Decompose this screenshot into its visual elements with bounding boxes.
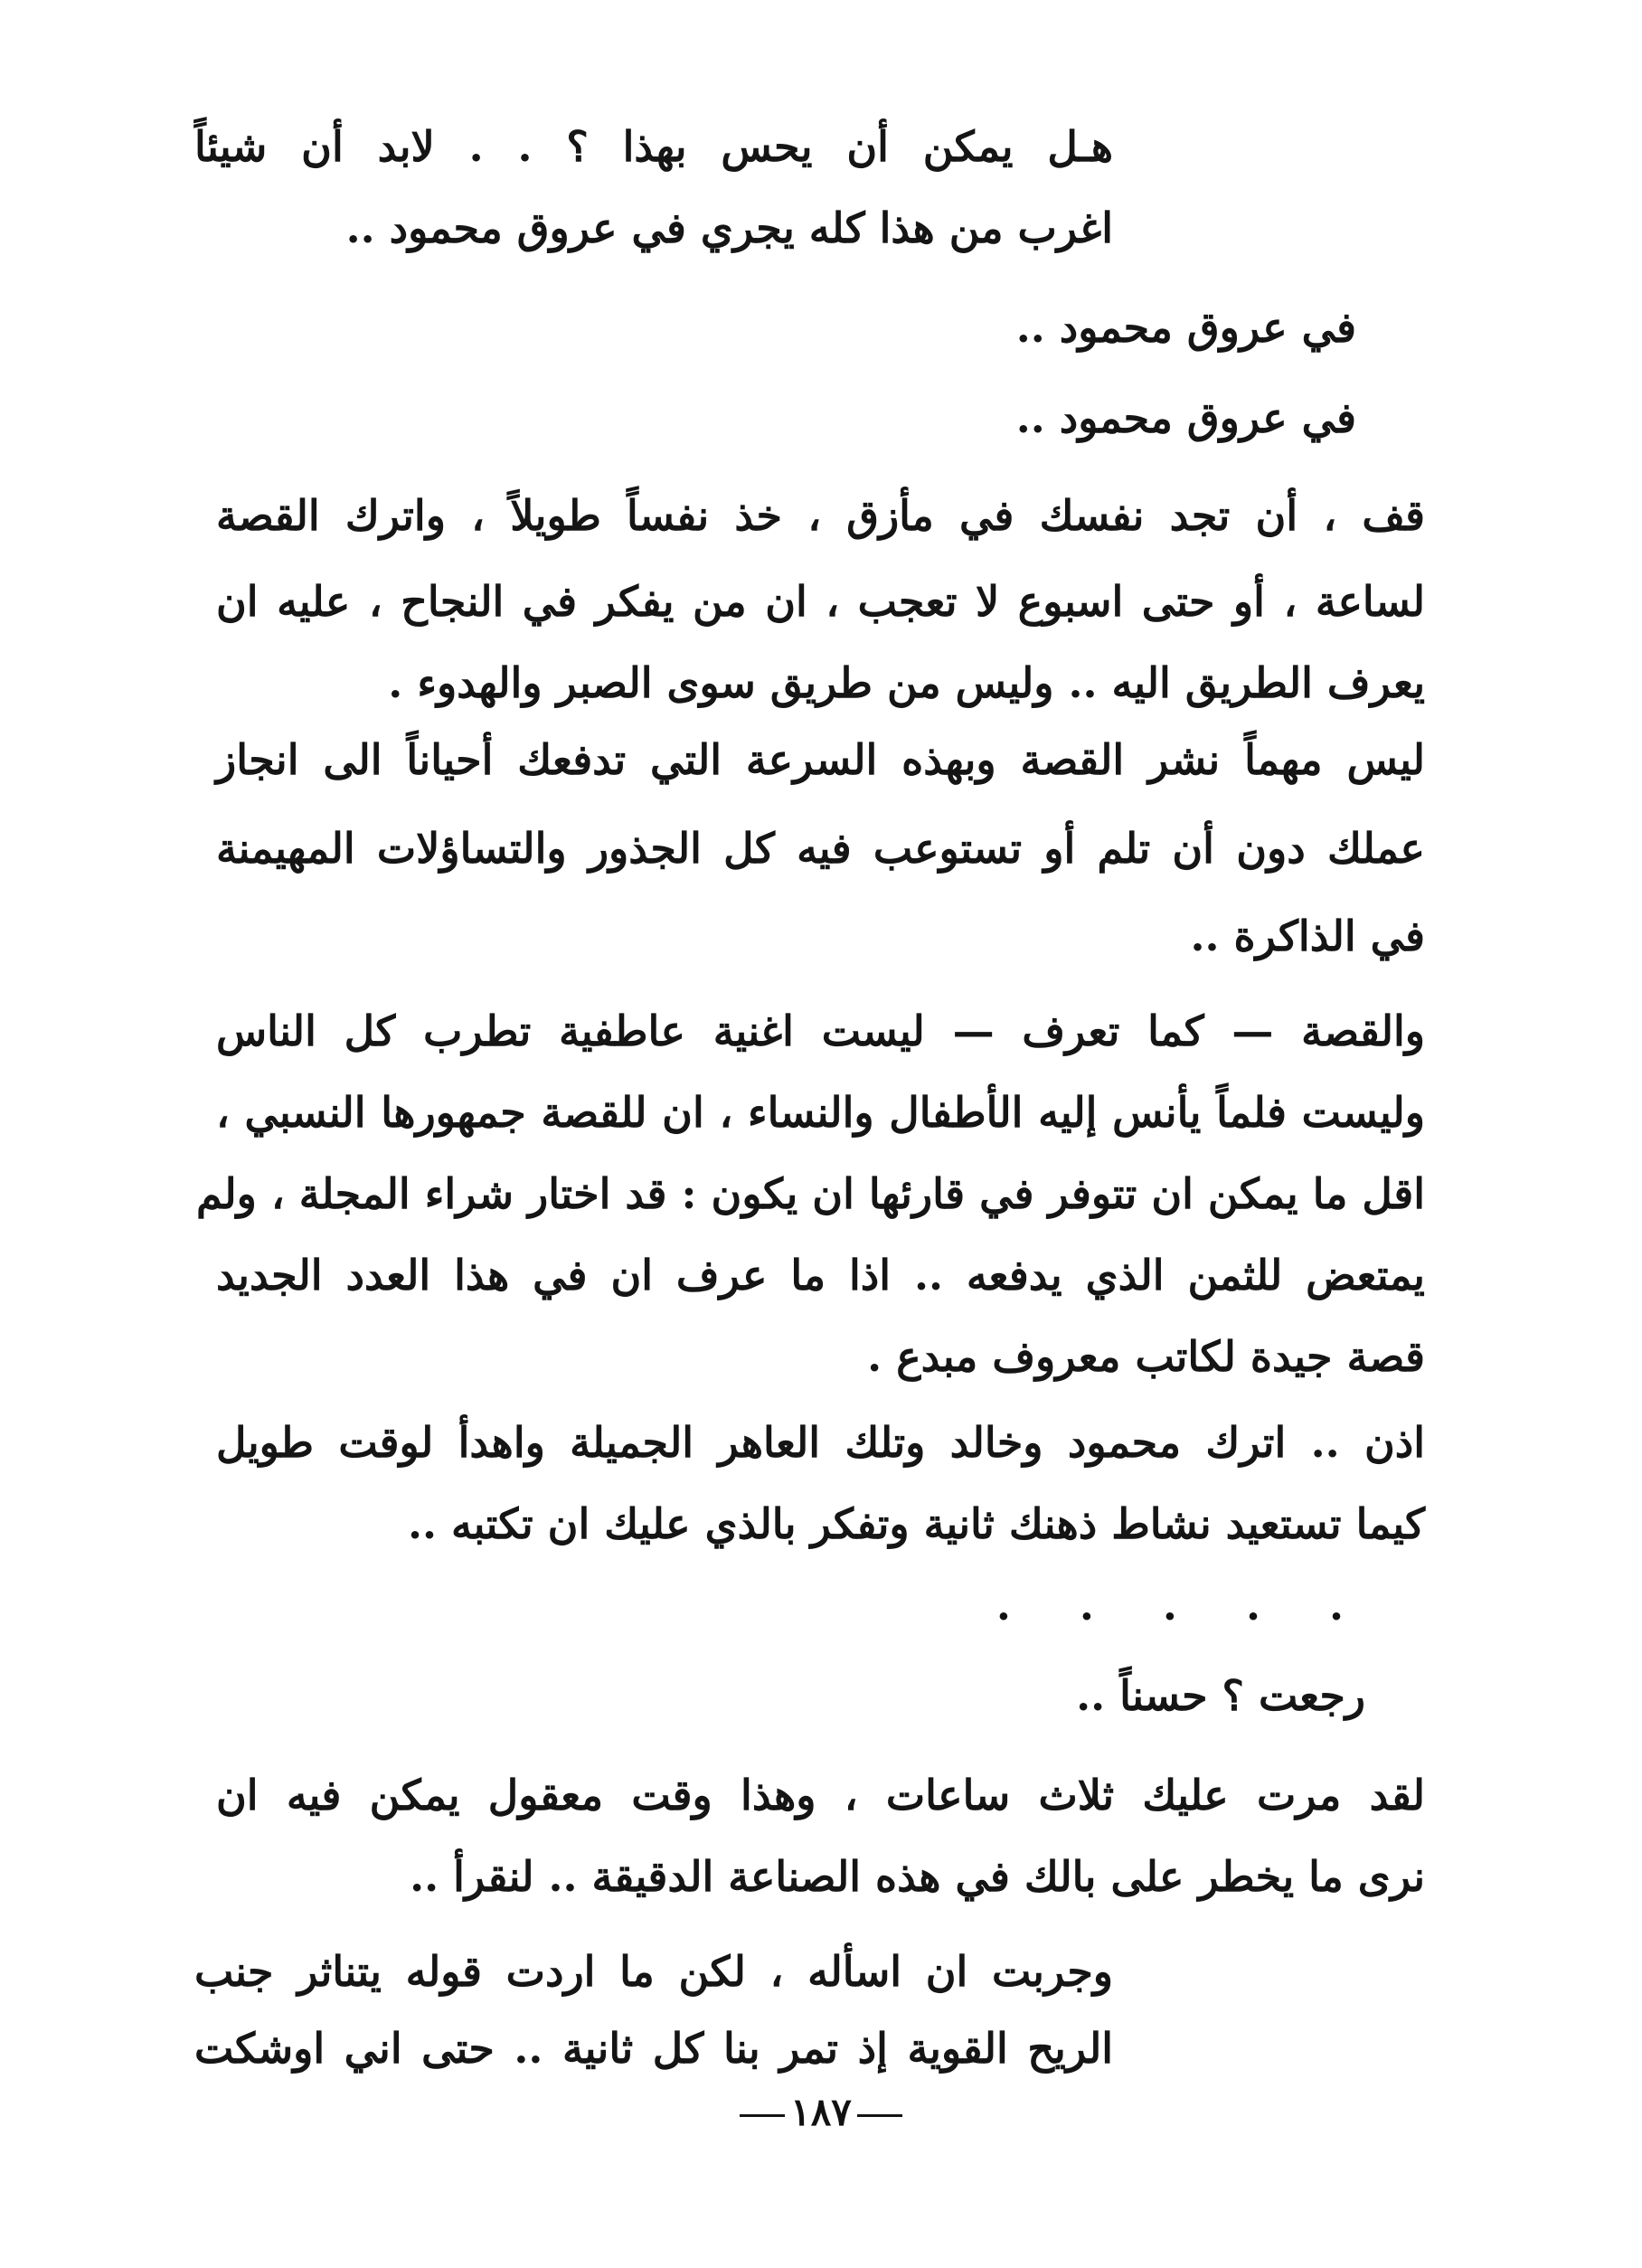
page-number [731, 2087, 911, 2138]
text-line: كيما تستعيد نشاط ذهنك ثانية وتفكر بالذي عليك ان تكتبه .. [407, 1499, 1425, 1548]
page-number-dash-left [740, 2114, 785, 2117]
text-line: رجعت ؟ حسناً .. [1076, 1671, 1365, 1720]
text-line: في عروق محمود .. [1015, 393, 1356, 442]
text-line: وليست فلماً يأنس إليه الأطفال والنساء ، ان للقصة جمهورها النسبي ، [216, 1088, 1425, 1137]
page-number-text: ١٨٧ [790, 2090, 852, 2134]
text-line: يمتعض للثمن الذي يدفعه .. اذا ما عرف ان في هذا العدد الجديد [216, 1251, 1425, 1299]
text-line: قف ، أن تجد نفسك في مأزق ، خذ نفساً طويلاً ، واترك القصة [216, 491, 1425, 540]
text-line: اذن .. اترك محمود وخالد وتلك العاهر الجميلة واهدأ لوقت طويل [216, 1418, 1425, 1467]
text-line: اغرب من هذا كله يجري في عروق محمود .. [345, 203, 1113, 252]
text-line: لساعة ، أو حتى اسبوع لا تعجب ، ان من يفكر في النجاح ، عليه ان [216, 577, 1425, 626]
section-separator: . . . . . [996, 1581, 1371, 1630]
text-line: نرى ما يخطر على بالك في هذه الصناعة الدقيقة .. لنقرأ .. [410, 1852, 1425, 1901]
text-line: وجربت ان اسأله ، لكن ما اردت قوله يتناثر جنب [194, 1947, 1113, 1996]
page-number-dash-right [857, 2114, 902, 2117]
text-line: لقد مرت عليك ثلاث ساعات ، وهذا وقت معقول يمكن فيه ان [216, 1771, 1425, 1819]
text-line: هـل يمكن أن يحس بهذا ؟ . . لابد أن شيئاً [194, 122, 1113, 171]
text-line: في الذاكرة .. [1190, 912, 1425, 960]
text-line: عملك دون أن تلم أو تستوعب فيه كل الجذور والتساؤلات المهيمنة [216, 824, 1425, 873]
text-line: قصة جيدة لكاتب معروف مبدع . [867, 1332, 1425, 1381]
text-line: ليس مهماً نشر القصة وبهذه السرعة التي تدفعك أحياناً الى انجاز [216, 735, 1425, 784]
text-line: والقصة — كما تعرف — ليست اغنية عاطفية تطرب كل الناس [216, 1006, 1425, 1055]
text-line: اقل ما يمكن ان تتوفر في قارئها ان يكون : قد اختار شراء المجلة ، ولم [196, 1169, 1425, 1218]
text-line: في عروق محمود .. [1015, 303, 1356, 352]
text-line: الريح القوية إذ تمر بنا كل ثانية .. حتى اني اوشكت [194, 2024, 1113, 2073]
text-line: يعرف الطريق اليه .. وليس من طريق سوى الصبر والهدوء . [388, 658, 1425, 707]
